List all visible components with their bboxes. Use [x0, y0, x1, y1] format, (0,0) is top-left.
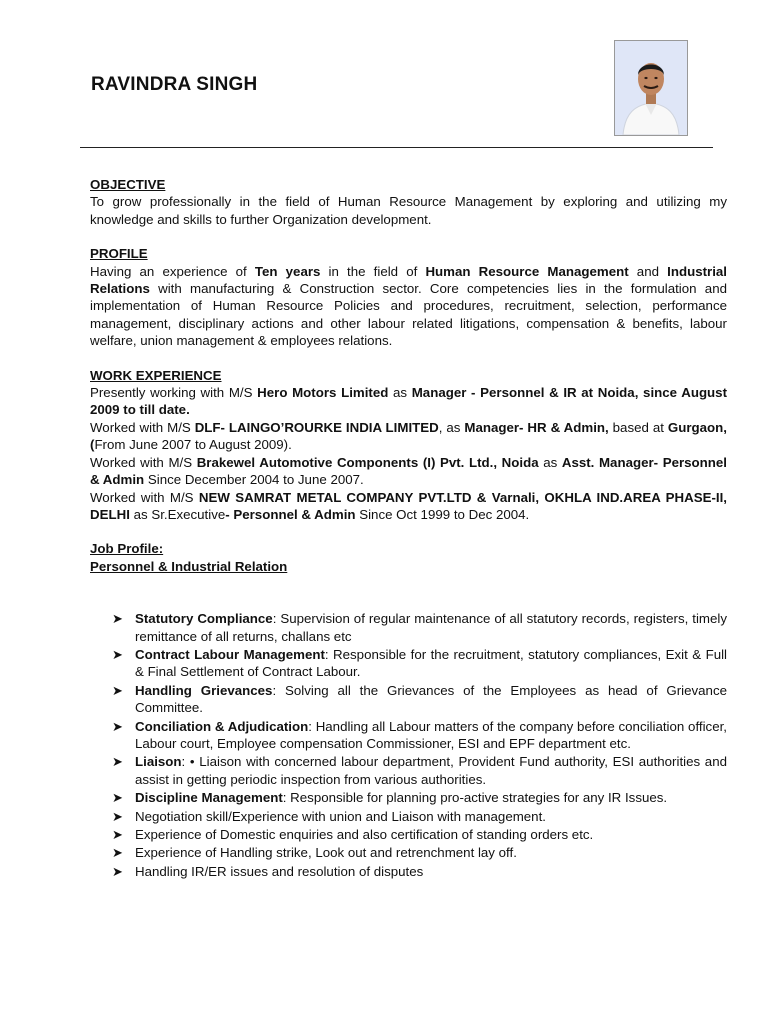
job-profile-section — [90, 540, 727, 880]
job-text: Worked with M/S — [90, 454, 197, 470]
list-item — [112, 808, 727, 825]
profile-section — [90, 245, 727, 349]
arrowhead-bullet-icon: ➤ — [112, 646, 123, 662]
profile-text-part: and — [628, 263, 668, 279]
arrowhead-bullet-icon: ➤ — [112, 827, 123, 842]
list-item — [112, 718, 727, 753]
list-item — [112, 610, 727, 645]
person-photo-icon — [615, 41, 687, 135]
job-location: Gurgaon,( — [90, 419, 727, 453]
profile-text-part: Having an experience of — [90, 263, 255, 279]
arrowhead-bullet-icon: ➤ — [112, 845, 123, 861]
job-text: as — [388, 385, 412, 401]
responsibility-text: : Handling all Labour matters of the company before conciliation officer, Labour court, Employee compensation Commissioner, ESI and EPF department etc. — [135, 718, 727, 751]
arrowhead-bullet-icon: ➤ — [112, 863, 123, 879]
responsibility-text: : • Liaison with concerned labour department, Provident Fund authority, ESI authorities and assist in getting periodic inspection from various authorities. — [135, 754, 727, 787]
responsibility-text: : Responsible for the recruitment, statutory compliances, Exit & Full & Final Settlement of Contract Labour. — [135, 646, 728, 680]
list-item — [112, 682, 727, 717]
header-divider — [80, 147, 713, 148]
job-company: NEW SAMRAT METAL COMPANY PVT.LTD & Varnali, OKHLA IND.AREA PHASE-II, DELHI — [90, 489, 727, 522]
list-item — [112, 844, 727, 861]
list-item — [112, 789, 727, 806]
list-item — [112, 863, 727, 880]
profile-text — [90, 263, 727, 350]
arrowhead-bullet-icon: ➤ — [112, 790, 123, 806]
job-company: DLF- LAINGO’ROURKE INDIA LIMITED — [194, 419, 439, 435]
job-text: as — [538, 454, 562, 470]
profile-experience-years: Ten years — [254, 263, 321, 279]
arrowhead-bullet-icon: ➤ — [112, 718, 123, 734]
responsibility-title: Liaison — [135, 754, 182, 770]
profile-field: Human Resource Management — [425, 263, 629, 279]
responsibility-title: Contract Labour Management — [135, 646, 325, 662]
arrowhead-bullet-icon: ➤ — [112, 682, 123, 698]
work-experience-heading: WORK EXPERIENCE — [90, 367, 222, 383]
job-entry — [90, 419, 727, 454]
responsibility-text: : Supervision of regular maintenance of all statutory records, registers, timely remittance of all returns, challans etc — [135, 611, 727, 644]
job-entry — [90, 489, 727, 524]
objective-text: To grow professionally in the field of Human Resource Management by exploring and utilizing my knowledge and skills to further Organization development. — [90, 194, 727, 227]
job-text: as Sr.Executive — [129, 506, 226, 522]
resume-body — [90, 176, 727, 881]
objective-section — [90, 176, 727, 228]
responsibility-text: Negotiation skill/Experience with union and Liaison with management. — [135, 808, 546, 824]
job-company: Hero Motors Limited — [257, 385, 389, 401]
responsibility-title: Discipline Management — [135, 790, 283, 806]
list-item — [112, 753, 727, 788]
job-profile-subheading: Personnel & Industrial Relation — [90, 558, 288, 574]
arrowhead-bullet-icon: ➤ — [112, 808, 123, 824]
job-role: Manager - Personnel & IR at Noida, since August 2009 to till date. — [90, 385, 728, 418]
profile-field: Industrial Relations — [90, 263, 727, 297]
responsibility-title: Handling Grievances — [135, 682, 273, 698]
responsibility-title: Statutory Compliance — [135, 611, 273, 627]
profile-photo — [614, 40, 688, 136]
responsibility-title: Conciliation & Adjudication — [135, 718, 309, 734]
job-dates: From June 2007 to August 2009). — [94, 437, 292, 453]
job-text: Worked with M/S — [90, 419, 195, 435]
job-company: Brakewel Automotive Components (I) Pvt. Ltd., Noida — [196, 454, 539, 470]
job-entry — [90, 454, 727, 489]
responsibility-text: : Responsible for planning pro-active strategies for any IR Issues. — [282, 790, 668, 806]
objective-heading: OBJECTIVE — [90, 177, 166, 192]
job-role: Asst. Manager- Personnel & Admin — [90, 454, 727, 488]
profile-text-part: in the field of — [320, 263, 426, 279]
list-item — [112, 646, 727, 681]
job-dates: Since Oct 1999 to Dec 2004. — [355, 506, 530, 522]
responsibility-text: : Solving all the Grievances of the Employees as head of Grievance Committee. — [135, 682, 727, 716]
job-role: - Personnel & Admin — [225, 506, 356, 522]
job-profile-heading: Job Profile: — [90, 541, 164, 557]
arrowhead-bullet-icon: ➤ — [112, 754, 123, 770]
job-text: Presently working with M/S — [90, 385, 258, 401]
arrowhead-bullet-icon: ➤ — [112, 611, 123, 627]
candidate-name: RAVINDRA SINGH — [91, 74, 258, 95]
job-text: , as — [438, 419, 465, 435]
responsibility-text: Handling IR/ER issues and resolution of disputes — [135, 863, 424, 879]
work-experience-section — [90, 367, 727, 524]
job-role: Manager- HR & Admin, — [464, 419, 609, 435]
profile-heading: PROFILE — [90, 246, 148, 262]
job-entry — [90, 384, 727, 419]
job-dates: Since December 2004 to June 2007. — [144, 472, 364, 488]
responsibility-text: Experience of Domestic enquiries and also certification of standing orders etc. — [135, 827, 594, 842]
profile-text-part: with manufacturing & Construction sector. Core competencies lies in the formulation and implementation of Human Resource Policies and procedures, recruitment, selection, performance management, disciplinary actions and other labour related litigations, compensation & benefits, labour welfare, union management & employees relations. — [90, 281, 727, 349]
responsibilities-list — [90, 610, 727, 880]
list-item — [112, 826, 727, 843]
job-text: based at — [608, 419, 668, 435]
responsibility-text: Experience of Handling strike, Look out and retrenchment lay off. — [135, 845, 517, 861]
job-text: Worked with M/S — [90, 489, 199, 505]
